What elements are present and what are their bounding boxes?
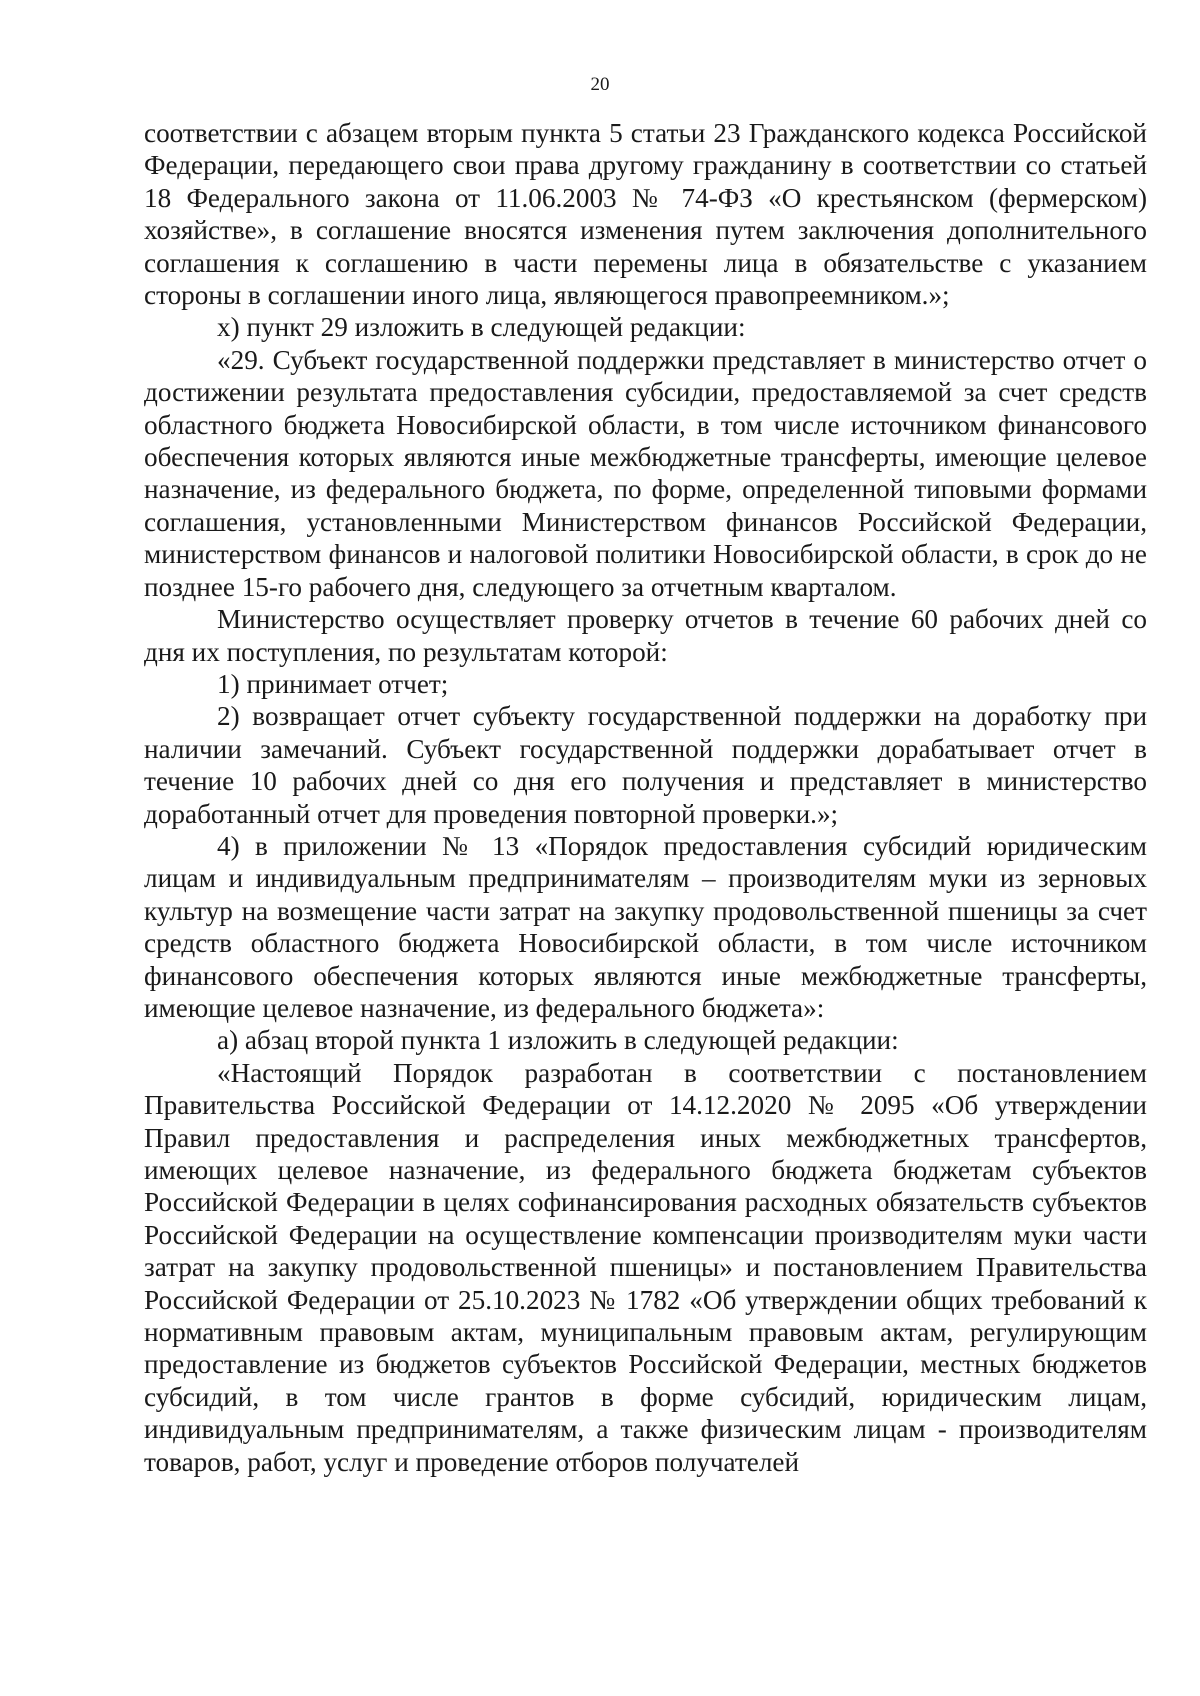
paragraph-procedure-text: «Настоящий Порядок разработан в соответствии с постановлением Правительства Российской Федерации от 14.12.2020 № 2095 «Об утверждении Правил предоставления и распределения иных межбюджетных трансфертов, имеющих целевое назначение, из федерального бюджета бюджетам субъектов Российской Федерации в целях софинансирования расходных обязательств субъектов Российской Федерации на осуществление компенсации производителям муки части затрат на закупку продовольственной пшеницы» и постановлением Правительства Российской Федерации от 25.10.2023 № 1782 «Об утверждении общих требований к нормативным правовым актам, муниципальным правовым актам, регулирующим предоставление из бюджетов субъектов Российской Федерации, местных бюджетов субсидий, в том числе грантов в форме субсидий, юридическим лицам, индивидуальным предпринимателям, а также физическим лицам - производителям товаров, работ, услуг и проведение отборов получателей [144,1057,1147,1477]
paragraph-subitem-a: а) абзац второй пункта 1 изложить в следующей редакции: [217,1025,899,1056]
paragraph-item-1: 1) принимает отчет; [217,668,449,699]
paragraph-appendix-13: 4) в приложении № 13 «Порядок предоставления субсидий юридическим лицам и индивидуальным предпринимателям – производителям муки из зерновых культур на возмещение части затрат на закупку продовольственной пшеницы за счет средств областного бюджета Новосибирской области, в том числе источником финансового обеспечения которых являются иные межбюджетные трансферты, имеющие целевое назначение, из федерального бюджета»: [144,830,1147,1023]
page-number: 20 [590,74,610,95]
document-body [144,117,1147,1478]
paragraph-ministry-check: Министерство осуществляет проверку отчетов в течение 60 рабочих дней со дня их поступления, по результатам которой: [144,604,1147,667]
paragraph-item-2: 2) возвращает отчет субъекту государственной поддержки на доработку при наличии замечаний. Субъект государственной поддержки дорабатывает отчет в течение 10 рабочих дней со дня его получения и представляет в министерство доработанный отчет для проведения повторной проверки.»; [144,701,1147,829]
paragraph-point-29: «29. Субъект государственной поддержки представляет в министерство отчет о достижении результата предоставления субсидии, предоставляемой за счет средств областного бюджета Новосибирской области, в том числе источником финансового обеспечения которых являются иные межбюджетные трансферты, имеющие целевое назначение, из федерального бюджета, по форме, определенной типовыми формами соглашения, установленными Министерством финансов Российской Федерации, министерством финансов и налоговой политики Новосибирской области, в срок до не позднее 15-го рабочего дня, следующего за отчетным кварталом. [144,344,1147,602]
paragraph-continuation: соответствии с абзацем вторым пункта 5 статьи 23 Гражданского кодекса Российской Федерации, передающего свои права другому гражданину в соответствии со статьей 18 Федерального закона от 11.06.2003 № 74-ФЗ «О крестьянском (фермерском) хозяйстве», в соглашение вносятся изменения путем заключения дополнительного соглашения к соглашению в части перемены лица в обязательстве с указанием стороны в соглашении иного лица, являющегося правопреемником.»; [144,118,1147,311]
paragraph-subitem-kh: х) пункт 29 изложить в следующей редакции: [217,312,746,343]
